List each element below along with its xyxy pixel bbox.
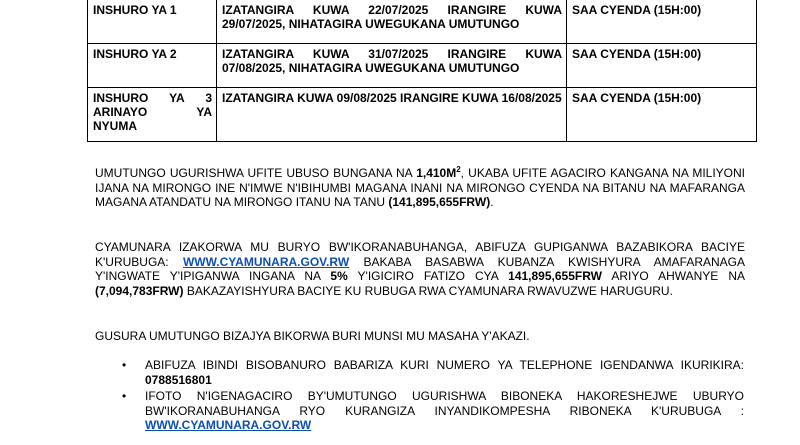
phone-number: 0788516801 <box>145 372 212 387</box>
property-area: $1,410M^2$ <box>416 165 461 180</box>
round-time: SAA CYENDA (15H:00) <box>567 88 757 142</box>
cyamunara-link[interactable]: WWW.CYAMUNARA.GOV.RW <box>145 418 312 432</box>
round-time: SAA CYENDA (15H:00) <box>567 0 757 44</box>
table-row <box>88 0 757 44</box>
auction-method-paragraph: CYAMUNARA IZAKORWA MU BURYO BW'IKORANABUHANGA, ABIFUZA GUPIGANWA BAZABIKORA BACIYE K'URUBUGA: WWW.CYAMUNARA.GOV.RW BAKABA BASABWA KUBANZA KWISHYURA AMAFARANAGA Y'INGWATE Y'IPIGANWA INGANA NA 5% Y'IGICIRO FATIZO CYA 141,895,655FRW ARIYO AHWANYE NA (7,094,783FRW) BAKAZAYISHYURA BACIYE KU RUBUGA RWA CYAMUNARA RWAVUZWE HARUGURU. <box>95 240 745 298</box>
round-period: IZATANGIRA KUWA 31/07/2025 IRANGIRE KUWA 07/08/2025, NIHATAGIRA UWEGUKANA UMUTUNGO <box>217 44 567 88</box>
cyamunara-link[interactable]: WWW.CYAMUNARA.GOV.RW <box>182 254 350 269</box>
auction-schedule-table <box>87 0 757 142</box>
round-period: IZATANGIRA KUWA 09/08/2025 IRANGIRE KUWA 16/08/2025 <box>217 88 567 142</box>
round-label: INSHURO YA 1 <box>88 0 217 44</box>
property-value: (141,895,655FRW) <box>388 195 491 209</box>
deposit-amount: (7,094,783FRW) <box>95 283 184 298</box>
list-item: • IFOTO N'IGENAGACIRO BY'UMUTUNGO UGURISHWA BIBONEKA HAKORESHEJWE UBURYO BW'IKORANABUHANGA RYO KURANGIZA INYANDIKOMPESHA RIBONEKA K'URUBUGA : WWW.CYAMUNARA.GOV.RW <box>122 389 744 432</box>
table-row <box>88 44 757 88</box>
deposit-percent: 5% <box>330 269 348 283</box>
round-period: IZATANGIRA KUWA 22/07/2025 IRANGIRE KUWA 29/07/2025, NIHATAGIRA UWEGUKANA UMUTUNGO <box>217 0 567 44</box>
bullet-icon: • <box>122 358 127 372</box>
bullet-icon: • <box>122 389 127 403</box>
round-label: INSHURO YA 2 <box>88 44 217 88</box>
round-label: INSHURO YA 3 ARINAYO YA NYUMA <box>88 88 217 142</box>
visit-paragraph: GUSURA UMUTUNGO BIZAJYA BIKORWA BURI MUNSI MU MASAHA Y'AKAZI. <box>95 329 530 343</box>
list-item: • ABIFUZA IBINDI BISOBANURO BABARIZA KURI NUMERO YA TELEPHONE IGENDANWA IKURIKIRA: 0788516801 <box>122 358 744 387</box>
info-bullet-list <box>122 358 744 435</box>
table-row <box>88 88 757 142</box>
property-description-paragraph: UMUTUNGO UGURISHWA UFITE UBUSO BUNGANA NA $1,410M^2$, UKABA UFITE AGACIRO KANGANA NA MILIYONI IJANA NA MIRONGO INE N'IMWE N'IBIHUMBI MAGANA INANI NA MIRONGO CYENDA NA BITANU NA MAFARANGA MAGANA ATANDATU NA MIRONGO ITANU NA TANU (141,895,655FRW). <box>95 165 746 209</box>
round-time: SAA CYENDA (15H:00) <box>567 44 757 88</box>
base-price: 141,895,655FRW <box>508 269 602 283</box>
